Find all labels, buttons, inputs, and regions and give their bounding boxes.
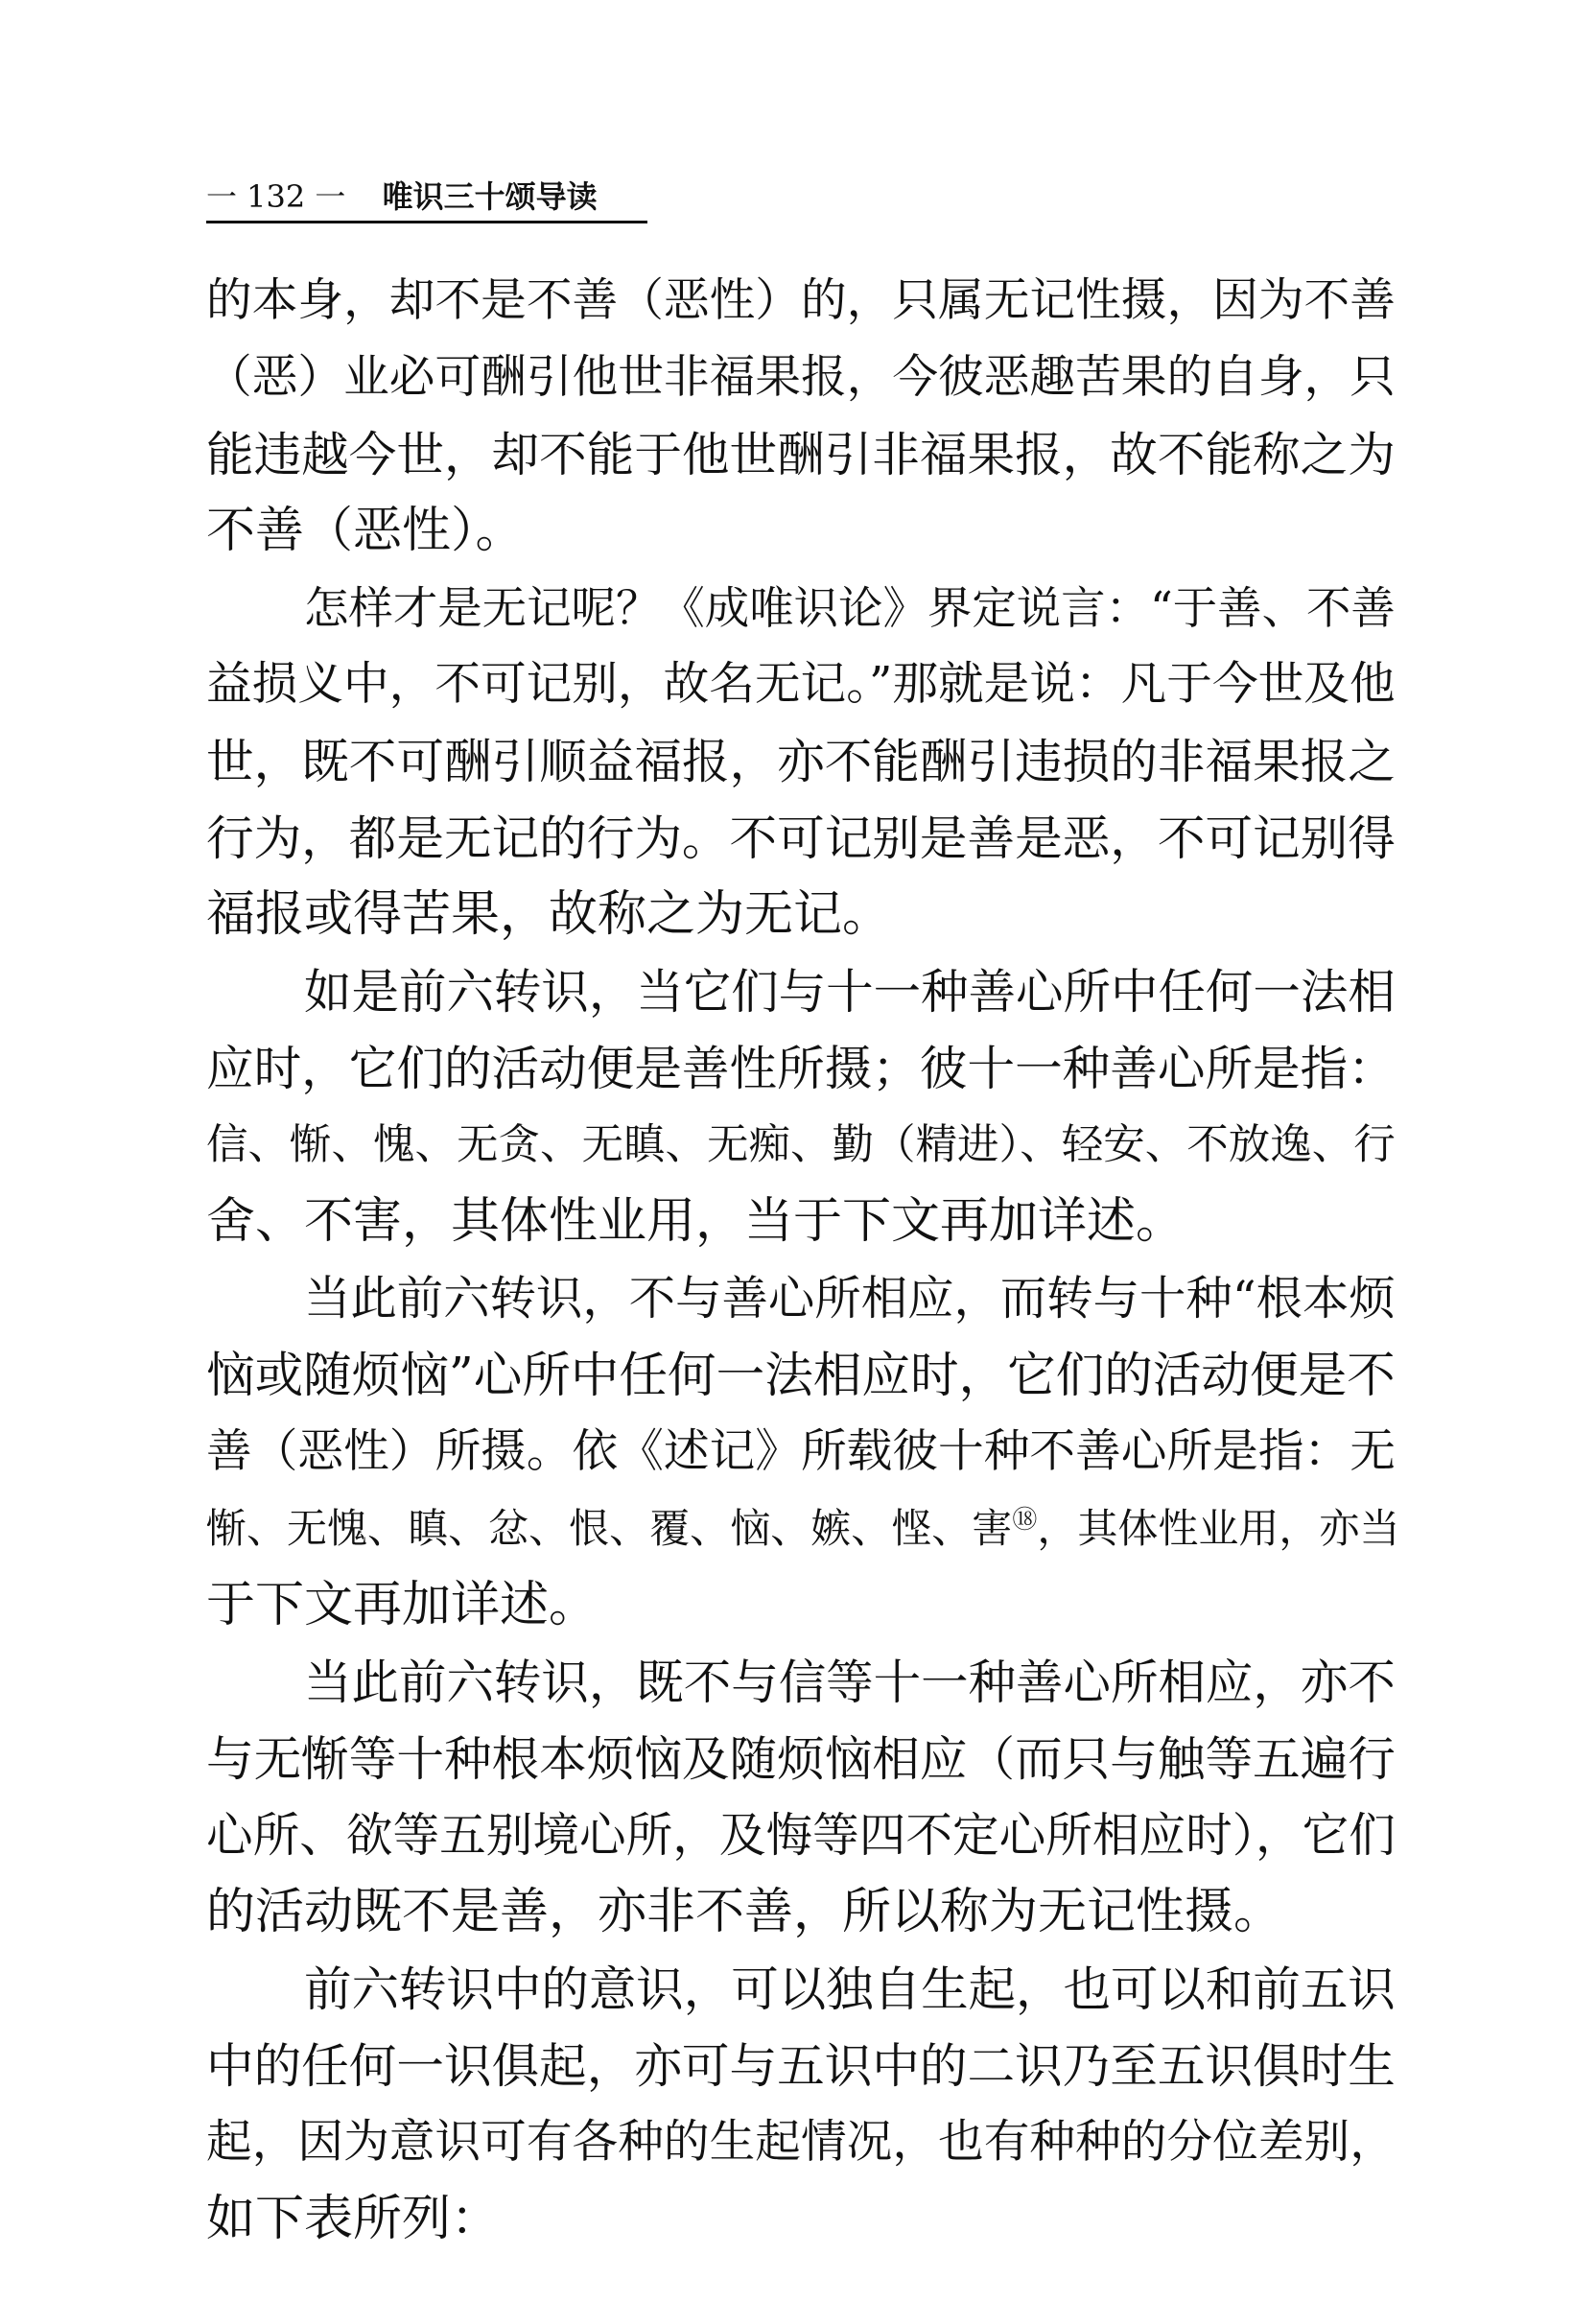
text-line (206, 1797, 1396, 1874)
text-line (206, 2028, 1396, 2104)
text-line (206, 570, 1396, 646)
text-line (206, 723, 1396, 800)
text-line (206, 877, 1396, 953)
line-text: 福报或得苦果，故称之为无记。 (206, 886, 892, 943)
text-line (206, 1414, 1396, 1491)
line-text-continued: ，其体性业用，亦当 (1037, 1505, 1400, 1552)
text-line (206, 1951, 1396, 2028)
text-line (206, 800, 1396, 877)
body-text (206, 263, 1400, 2258)
line-text: 恼或随烦恼”心所中任何一法相应时，它们的活动便是不 (206, 1347, 1396, 1403)
line-text: 与无惭等十种根本烦恼及随烦恼相应（而只与触等五遍行 (206, 1731, 1396, 1787)
line-text: 如是前六转识，当它们与十一种善心所中任何一法相 (304, 964, 1396, 1020)
book-title: 唯识三十颂导读 (382, 178, 598, 215)
line-text: 如下表所列： (206, 2191, 501, 2247)
line-text: 中的任何一识俱起，亦可与五识中的二识乃至五识俱时生 (206, 2038, 1396, 2094)
text-line (206, 953, 1396, 1030)
line-text: 惭、无愧、瞋、忿、恨、覆、恼、嫉、悭、害 (206, 1505, 1013, 1552)
text-line (206, 1030, 1396, 1107)
page-number: 一 132 一 (206, 178, 346, 215)
running-header (206, 173, 647, 223)
line-text: 行为，都是无记的行为。不可记别是善是恶，不可记别得 (206, 810, 1396, 866)
line-text: 应时，它们的活动便是善性所摄；彼十一种善心所是指： (206, 1041, 1396, 1096)
text-line (206, 1491, 1400, 1567)
line-text: 怎样才是无记呢？《成唯识论》界定说言：“于善、不善 (304, 582, 1396, 634)
line-text: 心所、欲等五别境心所，及悔等四不定心所相应时），它们 (206, 1809, 1396, 1863)
line-text: 信、惭、愧、无贪、无瞋、无痴、勤（精进）、轻安、不放逸、行 (206, 1121, 1396, 1169)
line-text: 当此前六转识，既不与信等十一种善心所相应，亦不 (304, 1655, 1396, 1710)
text-line (206, 1184, 1396, 1260)
line-text: 起，因为意识可有各种的生起情况，也有种种的分位差别， (206, 2116, 1396, 2169)
text-line (206, 416, 1396, 493)
footnote-marker: ⑱ (1012, 1506, 1038, 1535)
text-line (206, 340, 1396, 416)
line-text: 能违越今世，却不能于他世酬引非福果报，故不能称之为 (206, 427, 1396, 482)
line-text: 当此前六转识，不与善心所相应，而转与十种“根本烦 (304, 1272, 1396, 1326)
line-text: 世，既不可酬引顺益福报，亦不能酬引违损的非福果报之 (206, 734, 1396, 789)
text-line (206, 493, 1396, 570)
line-text: 不善（恶性）。 (206, 503, 525, 559)
text-line (206, 1644, 1396, 1721)
text-line (206, 1260, 1396, 1337)
line-text: 的活动既不是善，亦非不善，所以称为无记性摄。 (206, 1884, 1283, 1940)
text-line (206, 2104, 1396, 2181)
text-line (206, 2181, 1396, 2258)
line-text: 善（恶性）所摄。依《述记》所载彼十种不善心所是指：无 (206, 1425, 1396, 1478)
text-line (206, 1874, 1396, 1951)
line-text: 舍、不害，其体性业用，当于下文再加详述。 (206, 1193, 1185, 1250)
text-line (206, 1337, 1396, 1414)
text-line (206, 1567, 1396, 1644)
text-line (206, 263, 1396, 340)
text-line (206, 1107, 1396, 1184)
line-text: 前六转识中的意识，可以独自生起，也可以和前五识 (304, 1961, 1396, 2017)
text-line (206, 1721, 1396, 1797)
line-text: 的本身，却不是不善（恶性）的，只属无记性摄，因为不善 (206, 274, 1396, 327)
line-text: 益损义中，不可记别，故名无记。”那就是说：凡于今世及他 (206, 658, 1396, 711)
text-line (206, 646, 1396, 723)
line-text: 于下文再加详述。 (206, 1577, 598, 1633)
line-text: （恶）业必可酬引他世非福果报，今彼恶趣苦果的自身，只 (206, 351, 1396, 404)
